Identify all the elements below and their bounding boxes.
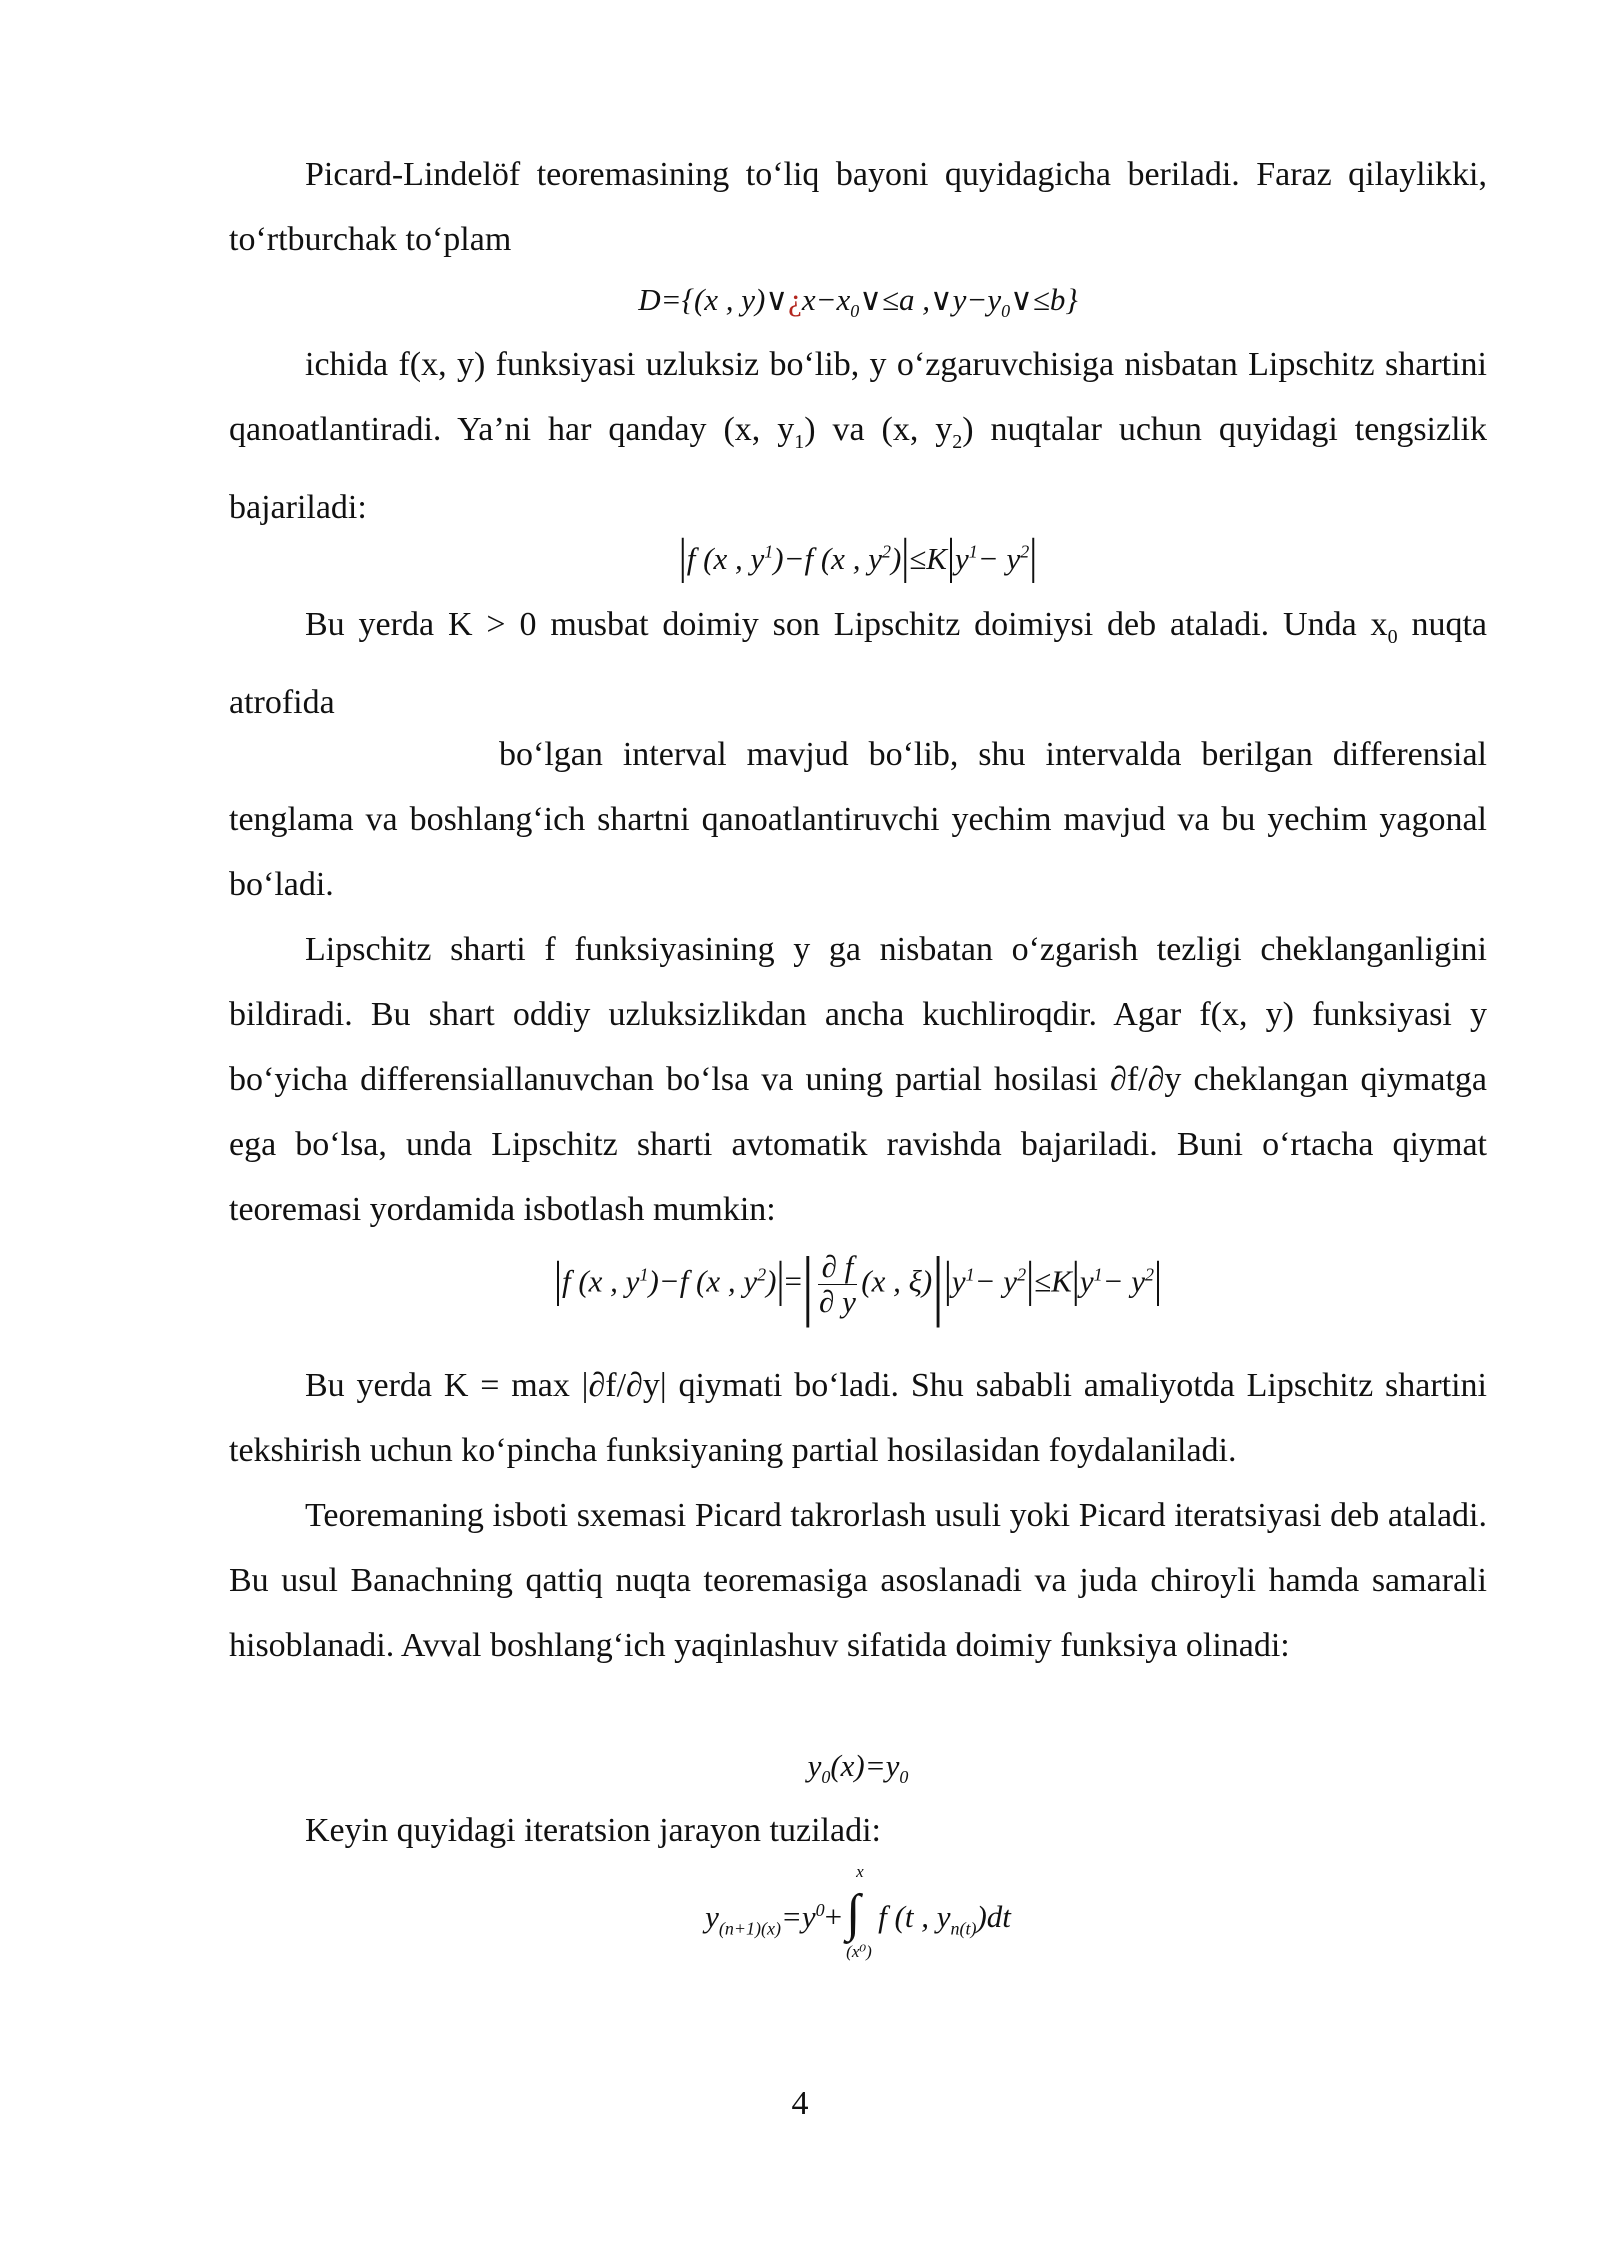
paragraph-lipschitz-constant: Bu yerda K > 0 musbat doimiy son Lipschitz doimiysi deb ataladi. Unda $x_0$ nuqta atrofida <box>229 606 1487 721</box>
paragraph-iteration-process: Keyin quyidagi iteratsion jarayon tuziladi: <box>305 1812 881 1849</box>
equation-initial-approximation: $y_0(x)=y_0$ <box>807 1748 909 1788</box>
paragraph-lipschitz-condition: ichida f(x, y) funksiyasi uzluksiz bo‘lib, y o‘zgaruvchisiga nisbatan Lipschitz shartini qanoatlantiradi. Ya’ni har qanday (x, $y_1$) va (x, $y_2$) nuqtalar uchun quyidagi tengsizlik bajariladi: <box>229 346 1487 526</box>
paragraph-picard-iteration: Teoremaning isboti sxemasi Picard takrorlash usuli yoki Picard iteratsiyasi deb ataladi. Bu usul Banachning qattiq nuqta teoremasiga asoslanadi va juda chiroyli hamda samarali hisoblanadi. Avval boshlang‘ich yaqinlashuv sifatida doimiy funksiya olinadi: <box>229 1497 1487 1664</box>
paragraph-lipschitz-explanation: Lipschitz sharti f funksiyasining y ga nisbatan o‘zgarish tezligi cheklanganligini bildiradi. Bu shart oddiy uzluksizlikdan ancha kuchliroqdir. Agar f(x, y) funksiyasi y bo‘yicha differensiallanuvchan bo‘lsa va uning partial hosilasi ∂f/∂y cheklangan qiymatga ega bo‘lsa, unda Lipschitz sharti avtomatik ravishda bajariladi. Buni o‘rtacha qiymat teoremasi yordamida isbotlash mumkin: <box>229 931 1487 1228</box>
equation-lipschitz-inequality: |f (x , $y^1)-f$ (x , $y^2)|\le K|y^1- y^2|$ <box>678 527 1038 584</box>
equation-rectangle-set: D={(x , $y)\vee¿x-x_0\vee\le a$ $,\vee y-y_0\vee\le b$} <box>638 282 1078 322</box>
partial-derivative-fraction: $\frac{\partial f}{\partial y}$ <box>819 1249 856 1319</box>
paragraph-max-derivative: Bu yerda K = max |∂f/∂y| qiymati bo‘ladi. Shu sababli amaliyotda Lipschitz shartini tekshirish uchun ko‘pincha funksiyaning partial hosilasidan foydalaniladi. <box>229 1367 1487 1469</box>
integral-sign: ∫ x (x⁰) <box>846 1862 872 1961</box>
equation-mean-value-theorem: |f (x , $y^1)-f$ (x , $y^2)|=|$ $\frac{\partial f}{\partial y}$ (x , $\xi)||y^1- y^2|\le K|y^1- y^2|$ <box>553 1240 1163 1329</box>
equation-picard-iteration: $y_{(n+1)(x)}=y^0+$ ∫ x (x⁰) f (t , $y_{n(t)})dt$ <box>705 1862 1011 1961</box>
paragraph-theorem-statement: Picard-Lindelöf teoremasining to‘liq bayoni quyidagicha beriladi. Faraz qilaylikki, to‘rtburchak to‘plam <box>229 156 1487 258</box>
paragraph-interval-existence: bo‘lgan interval mavjud bo‘lib, shu intervalda berilgan differensial tenglama va boshlang‘ich shartni qanoatlantiruvchi yechim mavjud va bu yechim yagonal bo‘ladi. <box>229 736 1487 903</box>
page-number: 4 <box>791 2085 809 2122</box>
